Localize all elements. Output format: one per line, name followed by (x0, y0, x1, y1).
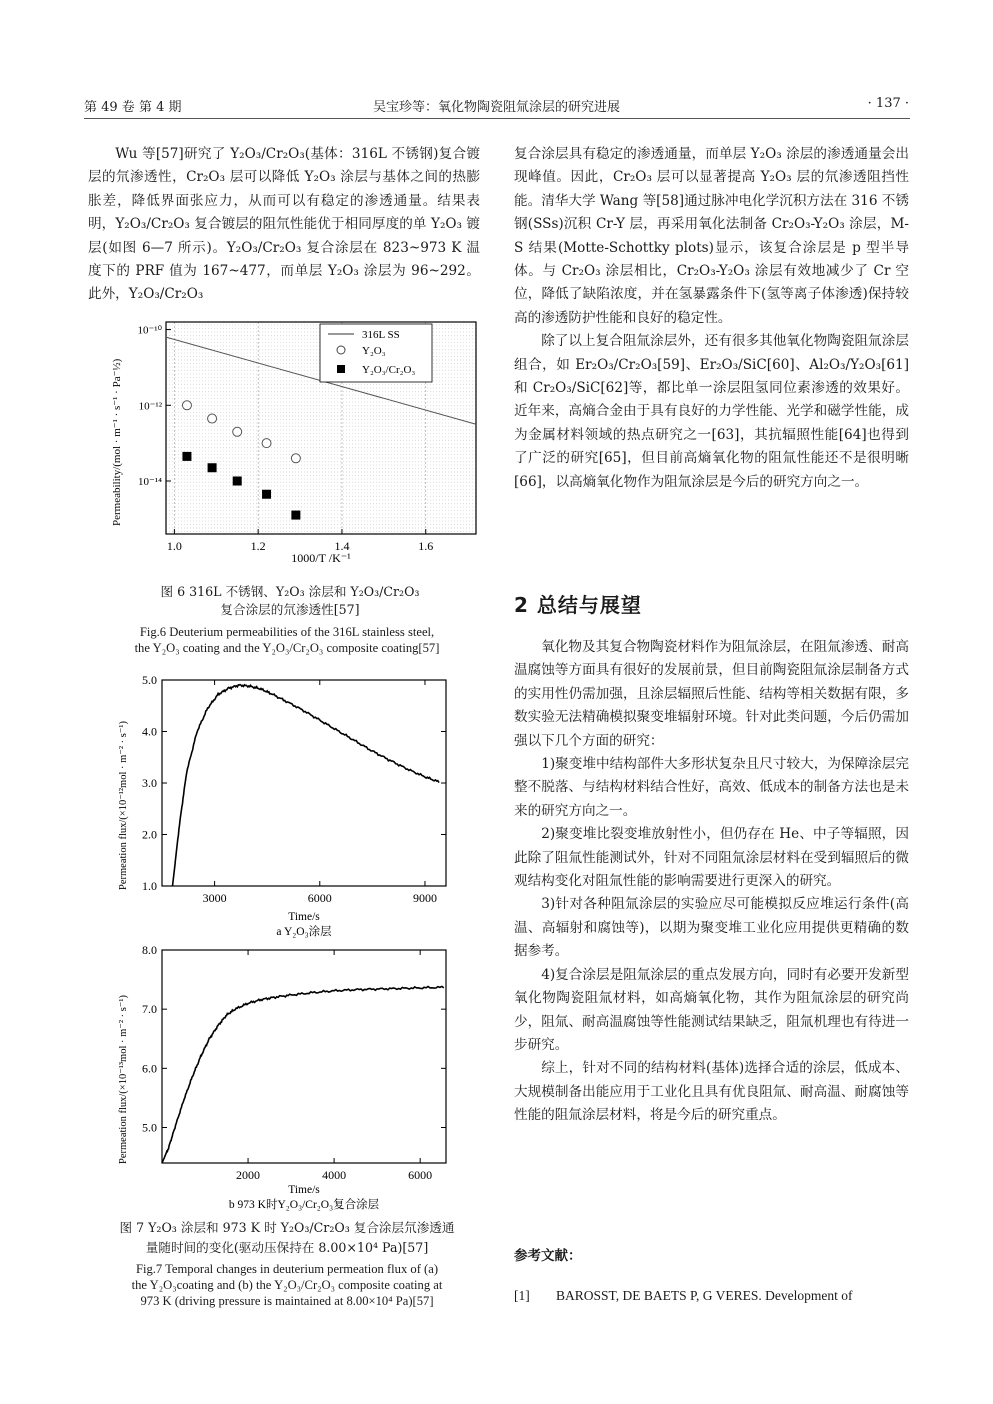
header-rule (84, 118, 910, 119)
list-item-1: 1)聚变堆中结构部件大多形状复杂且尺寸较大，为保障涂层完整不脱落、与结构材料结合性好，高效、低成本的制备方法也是未来的研究方向之一。 (514, 756, 909, 819)
section-body (514, 636, 909, 1128)
legend-marker-composite (337, 365, 345, 373)
references-title: 参考文献： (514, 1248, 582, 1264)
figure7b-chart (100, 942, 460, 1214)
legend-label-y2o3: Y₂O₃ (362, 345, 386, 357)
list-item-4: 4)复合涂层是阻氚涂层的重点发展方向，同时有必要开发新型氧化物陶瓷阻氚材料，如高熵氧化物，其作为阻氚涂层的研究尚少，阻氚、耐高温腐蚀等性能测试结果缺乏，阻氚机理也有待进一步研究。 (514, 966, 909, 1053)
figure7b-xlabel: Time/s (288, 1184, 320, 1196)
x-tick-label: 1.4 (334, 539, 350, 553)
page-number: · 137 · (867, 96, 909, 111)
conclusion-paragraph: 综上，针对不同的结构材料(基体)选择合适的涂层，低成本、大规模制备出能应用于工业化且具有优良阻氚、耐高温、耐腐蚀等性能的阻氚涂层材料，将是今后的研究重点。 (514, 1060, 909, 1124)
x-tick-label: 1.6 (418, 539, 434, 553)
legend-marker-y2o3 (337, 346, 345, 354)
figure6-caption-en-1: Fig.6 Deuterium permeabilities of the 316L stainless steel, (139, 625, 435, 639)
x-tick-label: 6000 (307, 891, 332, 905)
right-column-text (514, 143, 909, 494)
y-tick-label: 3.0 (142, 776, 157, 790)
figure7-caption-en-2: the Y₂O₃coating and (b) the Y₂O₃/Cr₂O₃ composite coating at (131, 1278, 443, 1292)
point-y2o3-cr2o3 (182, 452, 191, 461)
left-paragraph-1: Wu 等[57]研究了 Y₂O₃/Cr₂O₃(基体：316L 不锈钢)复合镀层的氘渗透性，Cr₂O₃ 层可以降低 Y₂O₃ 涂层与基体之间的热膨胀差，降低界面张应力，从而可以有稳定的渗透通量。结果表明，Y₂O₃/Cr₂O₃ 复合镀层的阻氘性能优于相同厚度的单 Y₂O₃ 镀层(如图 6—7 所示)。Y₂O₃/Cr₂O₃ 复合涂层在 823~973 K 温度下的 PRF 值为 167~477，而单层 Y₂O₃ 涂层为 96~292。此外，Y₂O₃/Cr₂O₃ (88, 146, 480, 303)
y-tick-label: 2.0 (142, 827, 157, 842)
reference-1-text: BAROSST, DE BAETS P, G VERES. Development of (556, 1288, 853, 1303)
figure7b-ylabel: Permeation flux/(×10⁻¹³mol · m⁻² · s⁻¹) (118, 995, 129, 1164)
y-tick-label: 10⁻¹² (138, 400, 162, 413)
legend-label-316l: 316L SS (362, 329, 400, 341)
figure6-caption-cn-1: 图 6 316L 不锈钢、Y₂O₃ 涂层和 Y₂O₃/Cr₂O₃ (160, 584, 420, 599)
point-y2o3-cr2o3 (233, 477, 242, 486)
y-tick-label: 10⁻¹⁴ (138, 476, 162, 488)
figure7a-flux-line (173, 685, 440, 886)
legend-label-composite: Y₂O₃/Cr₂O₃ (362, 364, 416, 376)
x-tick-label: 2000 (236, 1168, 261, 1182)
y-tick-label: 8.0 (142, 943, 157, 957)
point-y2o3 (208, 414, 217, 423)
right-paragraph-2: 除了以上复合阻氚涂层外，还有很多其他氧化物陶瓷阻氚涂层组合，如 Er₂O₃/Cr₂O₃[59]、Er₂O₃/SiC[60]、Al₂O₃/Y₂O₃[61]和 Cr₂O₃/SiC[62]等，都比单一涂层阻氢同位素渗透的效果好。近年来，高熵合金由于具有良好的力学性能、光学和磁学性能，成为金属材料领域的热点研究之一[63]，其抗辐照性能[64]也得到了广泛的研究[65]，但目前高熵氧化物的阻氚性能还不是很明晰[66]，以高熵氧化物作为阻氚涂层是今后的研究方向之一。 (514, 333, 909, 490)
section-title: 2 总结与展望 (514, 593, 642, 617)
point-y2o3 (182, 401, 191, 410)
figure7-caption-en-1: Fig.7 Temporal changes in deuterium permeation flux of (a) (135, 1262, 439, 1276)
x-tick-label: 4000 (322, 1168, 347, 1182)
figure7-caption-cn-1: 图 7 Y₂O₃ 涂层和 973 K 时 Y₂O₃/Cr₂O₃ 复合涂层氘渗透通 (119, 1220, 455, 1235)
section-paragraph: 氧化物及其复合物陶瓷材料作为阻氚涂层，在阻氚渗透、耐高温腐蚀等方面具有很好的发展前景，但目前陶瓷阻氚涂层制备方式的实用性仍需加强，且涂层辐照后性能、结构等相关数据有限，多数实验无法精确模拟聚变堆辐射环境。针对此类问题，今后仍需加强以下几个方面的研究： (514, 639, 909, 749)
point-y2o3 (291, 454, 300, 463)
x-tick-label: 9000 (412, 891, 437, 905)
point-y2o3-cr2o3 (291, 511, 300, 520)
figure6-caption-en-2: the Y₂O₃ coating and the Y₂O₃/Cr₂O₃ composite coating[57] (134, 641, 440, 655)
y-tick-label: 10⁻¹⁰ (137, 324, 162, 337)
figure7a-chart (100, 668, 460, 940)
figure6-xlabel: 1000/T /K⁻¹ (291, 551, 351, 565)
figure7b-flux-line (162, 986, 444, 1163)
y-tick-label: 5.0 (142, 673, 157, 687)
y-tick-label: 4.0 (142, 724, 157, 739)
figure7a-subtitle: a Y₂O₃涂层 (276, 926, 332, 938)
point-y2o3-cr2o3 (208, 463, 217, 472)
point-y2o3-cr2o3 (262, 490, 271, 499)
figure7a-ylabel: Permeation flux/(×10⁻¹²mol · m⁻² · s⁻¹) (118, 721, 129, 890)
x-tick-label: 1.0 (166, 539, 182, 553)
point-y2o3 (262, 439, 271, 448)
list-item-2: 2)聚变堆比裂变堆放射性小，但仍存在 He、中子等辐照，因此除了阻氚性能测试外，针对不同阻氚涂层材料在受到辐照后的微观结构变化对阻氚性能的影响需要进行更深入的研究。 (514, 826, 909, 890)
figure6-chart (90, 312, 490, 578)
figure6-caption-cn-2: 复合涂层的氘渗透性[57] (220, 602, 360, 617)
figure6-ylabel: Permeability/(mol · m⁻¹ · s⁻¹ · Pa⁻½) (111, 358, 123, 526)
left-column-text (88, 143, 480, 307)
list-item-3: 3)针对各种阻氚涂层的实验应尽可能模拟反应堆运行条件(高温、高辐射和腐蚀等)，以期为聚变堆工业化应用提供更精确的数据参考。 (514, 896, 909, 960)
figure7-caption-cn-2: 量随时间的变化(驱动压保持在 8.00×10⁴ Pa)[57] (145, 1240, 429, 1255)
figure7b-plot-frame (162, 950, 446, 1163)
right-paragraph-1: 复合涂层具有稳定的渗透通量，而单层 Y₂O₃ 涂层的渗透通量会出现峰值。因此，Cr₂O₃ 层可以显著提高 Y₂O₃ 层的氘渗透阻挡性能。清华大学 Wang 等[58]通过脉冲电化学沉积方法在 316 不锈钢(SSs)沉积 Cr-Y 层，再采用氧化法制备 Cr₂O₃-Y₂O₃ 涂层，M-S 结果(Motte-Schottky plots)显示，该复合涂层是 p 型半导体。与 Cr₂O₃ 涂层相比，Cr₂O₃-Y₂O₃ 涂层有效地减少了 Cr 空位，降低了缺陷浓度，并在氢暴露条件下(氢等离子体渗透)保持较高的渗透防护性能和良好的稳定性。 (514, 146, 909, 326)
y-tick-label: 1.0 (142, 879, 157, 893)
running-title: 吴宝珍等：氧化物陶瓷阻氚涂层的研究进展 (372, 100, 620, 115)
figure7b-subtitle: b 973 K时Y₂O₃/Cr₂O₃复合涂层 (228, 1199, 380, 1211)
figure7a-xlabel: Time/s (288, 911, 320, 923)
x-tick-label: 6000 (408, 1168, 433, 1182)
reference-1-number: [1] (514, 1288, 530, 1303)
y-tick-label: 5.0 (142, 1120, 157, 1135)
y-tick-label: 7.0 (142, 1002, 157, 1017)
y-tick-label: 6.0 (142, 1061, 157, 1076)
x-tick-label: 3000 (202, 891, 227, 905)
figure7-caption-en-3: 973 K (driving pressure is maintained at 8.00×10⁴ Pa)[57] (140, 1294, 434, 1308)
journal-volume-issue: 第 49 卷 第 4 期 (84, 100, 182, 115)
x-tick-label: 1.2 (250, 539, 266, 553)
point-y2o3 (233, 427, 242, 436)
